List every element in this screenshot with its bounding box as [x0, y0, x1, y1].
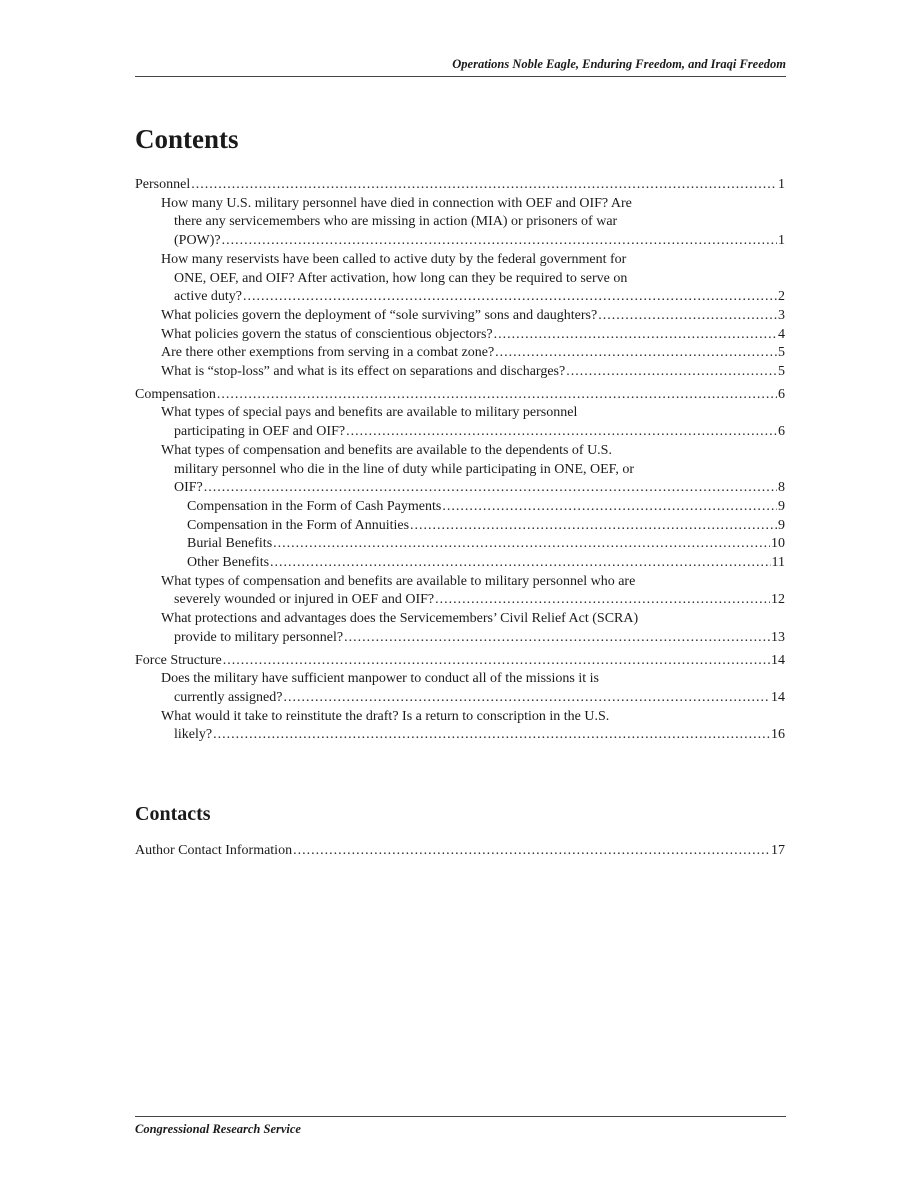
- toc-entry-line: [135, 176, 785, 195]
- dot-leader: [270, 554, 770, 573]
- toc-section-entry[interactable]: [135, 652, 785, 671]
- toc-question-entry[interactable]: [135, 251, 785, 307]
- toc-entry-title: currently assigned?: [174, 689, 283, 705]
- toc-page-number: 11: [771, 555, 785, 571]
- toc-entry-title: Force Structure: [135, 652, 222, 668]
- toc-entry-title: active duty?: [174, 289, 243, 305]
- toc-page-number: 5: [778, 345, 785, 361]
- toc-entry-line: [187, 498, 785, 517]
- dot-leader: [494, 326, 777, 345]
- toc-entry-text: ONE, OEF, and OIF? After activation, how long can they be required to serve on: [174, 270, 628, 286]
- toc-entry-line: [161, 629, 785, 648]
- toc-page-number: 17: [771, 843, 785, 858]
- running-footer: Congressional Research Service: [135, 1116, 786, 1137]
- toc-question-entry[interactable]: [135, 404, 785, 441]
- toc-entry-title: Are there other exemptions from serving in a combat zone?: [161, 345, 495, 361]
- dot-leader: [344, 629, 770, 648]
- toc-entry-line: [135, 652, 785, 671]
- toc-entry-line: [161, 307, 785, 326]
- dot-leader: [293, 842, 770, 861]
- toc-entry-line: [161, 479, 785, 498]
- dot-leader: [435, 591, 770, 610]
- toc-page-number: 1: [778, 233, 785, 249]
- toc-entry-title: Compensation in the Form of Annuities: [187, 517, 410, 533]
- toc-entry-title: Author Contact Information: [135, 843, 293, 858]
- toc-entry-text: military personnel who die in the line of duty while participating in ONE, OEF, or: [174, 461, 635, 477]
- toc-entry-line: [135, 842, 785, 861]
- toc-page-number: 10: [771, 536, 785, 552]
- toc-entry-line: [135, 386, 785, 405]
- toc-question-entry[interactable]: [135, 307, 785, 326]
- toc-entry-line: [161, 591, 785, 610]
- toc-section-entry[interactable]: [135, 176, 785, 195]
- toc-page-number: 14: [771, 689, 785, 705]
- toc-entry-text: Does the military have sufficient manpower to conduct all of the missions it is: [161, 671, 599, 687]
- dot-leader: [213, 726, 770, 745]
- toc-question-entry[interactable]: [135, 573, 785, 610]
- contacts-list: [135, 842, 785, 861]
- dot-leader: [223, 652, 770, 671]
- toc-entry-line: [161, 423, 785, 442]
- toc-page-number: 9: [778, 517, 785, 533]
- dot-leader: [410, 517, 777, 536]
- toc-page-number: 3: [778, 307, 785, 323]
- dot-leader: [442, 498, 777, 517]
- dot-leader: [217, 386, 777, 405]
- contacts-heading: Contacts: [135, 803, 211, 825]
- toc-entry-line: [161, 232, 785, 251]
- toc-entry-title: Compensation: [135, 386, 216, 402]
- toc-entry-title: What is “stop-loss” and what is its effect on separations and discharges?: [161, 364, 566, 380]
- toc-entry-text: How many reservists have been called to active duty by the federal government for: [161, 251, 627, 267]
- toc-question-entry[interactable]: [135, 708, 785, 745]
- toc-entry-text: What types of compensation and benefits are available to military personnel who are: [161, 573, 636, 589]
- toc-page-number: 14: [771, 652, 785, 668]
- toc-page-number: 2: [778, 289, 785, 305]
- toc-entry-line: [161, 363, 785, 382]
- toc-entry-line: [187, 554, 785, 573]
- toc-page-number: 8: [778, 480, 785, 496]
- toc-entry-title: What policies govern the status of conscientious objectors?: [161, 326, 493, 342]
- toc-entry-title: participating in OEF and OIF?: [174, 424, 346, 440]
- toc-page-number: 6: [778, 386, 785, 402]
- toc-entry-text: What types of special pays and benefits are available to military personnel: [161, 405, 578, 421]
- toc-section-entry[interactable]: [135, 842, 785, 861]
- toc-question-entry[interactable]: [135, 610, 785, 647]
- table-of-contents: [135, 176, 785, 745]
- toc-entry-text: What would it take to reinstitute the draft? Is a return to conscription in the U.S.: [161, 708, 610, 724]
- toc-entry-title: Compensation in the Form of Cash Payments: [187, 498, 442, 514]
- toc-section-entry[interactable]: [135, 386, 785, 405]
- toc-entry-text: How many U.S. military personnel have died in connection with OEF and OIF? Are: [161, 195, 632, 211]
- dot-leader: [204, 479, 777, 498]
- toc-entry-text: What protections and advantages does the Servicemembers’ Civil Relief Act (SCRA): [161, 611, 639, 627]
- toc-entry-line: [161, 726, 785, 745]
- toc-subsection-entry[interactable]: [135, 517, 785, 536]
- dot-leader: [191, 176, 777, 195]
- toc-subsection-entry[interactable]: [135, 535, 785, 554]
- dot-leader: [273, 535, 770, 554]
- toc-entry-title: likely?: [174, 727, 213, 743]
- toc-entry-line: [161, 288, 785, 307]
- toc-entry-line: [187, 535, 785, 554]
- toc-question-entry[interactable]: [135, 326, 785, 345]
- toc-entry-title: (POW)?: [174, 233, 221, 249]
- toc-subsection-entry[interactable]: [135, 554, 785, 573]
- toc-page-number: 13: [771, 629, 785, 645]
- toc-question-entry[interactable]: [135, 442, 785, 498]
- toc-entry-title: provide to military personnel?: [174, 629, 344, 645]
- toc-page-number: 4: [778, 326, 785, 342]
- toc-subsection-entry[interactable]: [135, 498, 785, 517]
- toc-page-number: 9: [778, 498, 785, 514]
- toc-entry-line: [187, 517, 785, 536]
- toc-entry-title: OIF?: [174, 480, 203, 496]
- dot-leader: [598, 307, 777, 326]
- toc-entry-line: [161, 326, 785, 345]
- toc-question-entry[interactable]: [135, 363, 785, 382]
- running-header: Operations Noble Eagle, Enduring Freedom, and Iraqi Freedom: [135, 57, 786, 77]
- toc-entry-title: Other Benefits: [187, 555, 270, 571]
- toc-entry-line: [161, 689, 785, 708]
- toc-page-number: 6: [778, 424, 785, 440]
- toc-page-number: 16: [771, 727, 785, 743]
- toc-entry-line: [161, 344, 785, 363]
- toc-entry-text: there any servicemembers who are missing in action (MIA) or prisoners of war: [174, 214, 618, 230]
- toc-page-number: 5: [778, 364, 785, 380]
- toc-question-entry[interactable]: [135, 670, 785, 707]
- toc-page-number: 12: [771, 592, 785, 608]
- dot-leader: [283, 689, 770, 708]
- toc-question-entry[interactable]: [135, 344, 785, 363]
- contents-heading: Contents: [135, 124, 239, 154]
- toc-page-number: 1: [778, 177, 785, 192]
- toc-entry-title: severely wounded or injured in OEF and OIF?: [174, 592, 435, 608]
- dot-leader: [346, 423, 777, 442]
- toc-question-entry[interactable]: [135, 195, 785, 251]
- dot-leader: [566, 363, 777, 382]
- toc-entry-title: Personnel: [135, 177, 191, 192]
- dot-leader: [495, 344, 777, 363]
- dot-leader: [222, 232, 777, 251]
- toc-entry-text: What types of compensation and benefits are available to the dependents of U.S.: [161, 442, 612, 458]
- toc-entry-title: Burial Benefits: [187, 536, 273, 552]
- dot-leader: [243, 288, 777, 307]
- toc-entry-title: What policies govern the deployment of “sole surviving” sons and daughters?: [161, 307, 598, 323]
